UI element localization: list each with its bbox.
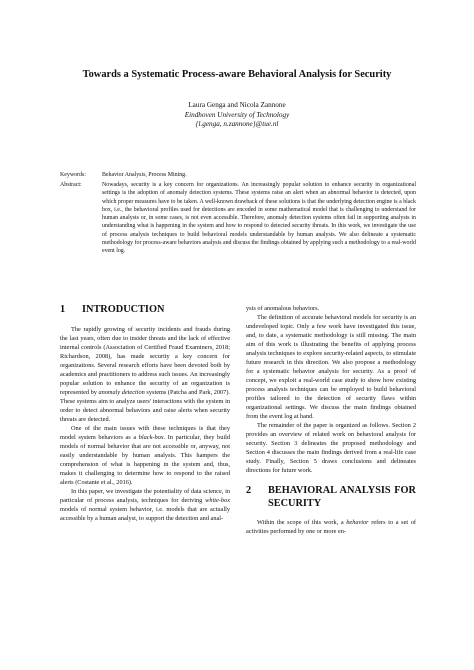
intro-paragraph-3	[60, 487, 230, 523]
section-2-number: 2	[246, 485, 252, 496]
sec2-p1-text-end: refers to a set of activities performed by one or more en-	[246, 519, 416, 535]
section-2-heading	[246, 485, 416, 510]
paper-title: Towards a Systematic Process-aware Behavioral Analysis for Security	[82, 69, 392, 80]
author-block	[0, 101, 474, 130]
abstract-text: Nowadays, security is a key concern for organizations. An increasingly popular solution to enhance security in organizational settings is the adoption of anomaly detection systems. These systems raise an alert when an abnormal behavior is detected, upon which proper measures have to be taken. A well-known drawback of these solutions is that the underlying detection engine is a black box, i.e., the behavioral profiles used for detections are encoded in some mathematical model that is challenging to understand for human analysts or, in some cases, is not even accessible. Therefore, anomaly detection systems often fail in supporting analysts in understanding what is happening in the system and how to respond to detected security threats. In this work, we investigate the use of process analysis techniques to build behavioral models understandable by human analysts. We also delineate a systematic methodology for process-aware behaviors analysis and discuss the findings obtained by applying such a methodology to a real-world event log.	[102, 182, 416, 255]
intro-paragraph-1	[60, 325, 230, 424]
intro-p2-text-end: . In particular, they build models of normal behavior that are not accessible or, anyway, not easily understandable by human analysts. This hampers the comprehension of what is happening in the system and, thus, makes it challenging to determine how to respond to the raised alerts (Costante et al., 2016).	[60, 433, 230, 486]
intro-p3-emphasis: white-box	[205, 496, 230, 504]
left-column	[60, 304, 230, 523]
intro-p2-emphasis: black-box	[138, 433, 164, 441]
section-1-title: INTRODUCTION	[82, 304, 165, 315]
intro-paragraph-3-cont: ysis of anomalous behaviors.	[246, 305, 320, 312]
section-2-paragraph-1	[246, 518, 416, 536]
section-2-title: BEHAVIORAL ANALYSIS FOR SECURITY	[268, 485, 416, 509]
intro-p1-text: The rapidly growing of security incidents and frauds during the last years, often due to insider threats and the lack of effective internal controls (Association of Certified Fraud Examiners, 2018; Richardson, 2008), has made security a key concern for organizations. Several research efforts have been devoted both by academics and practitioners to address such issues. An increasingly popular solution to enhance the security of an organization is represented by	[60, 325, 230, 396]
sec2-p1-emphasis: behavior	[346, 519, 369, 526]
sec2-p1-text: Within the scope of this work, a	[257, 519, 347, 526]
intro-p3-text: In this paper, we investigate the potentiality of data science, in particular of process analysis, techniques for deriving	[60, 487, 230, 504]
author-names: Laura Genga and Nicola Zannone	[188, 101, 286, 109]
intro-p1-text-end: systems (Patcha and Park, 2007). These systems aim to analyze users' interactions with the system in order to detect abnormal behaviors and raise alerts when security threats are detected.	[60, 388, 230, 423]
keywords-label: Keywords:	[60, 172, 86, 178]
intro-paragraph-2	[60, 424, 230, 487]
author-email: {l.genga, n.zannone}@tue.nl	[195, 120, 279, 128]
abstract-label: Abstract:	[60, 182, 82, 188]
intro-p3-text-end: models of normal system behavior, i.e. models that are actually accessible by a human analyst, to support the detection and anal-	[60, 505, 230, 522]
section-1-heading	[60, 304, 230, 317]
intro-p1-emphasis: anomaly detection	[98, 388, 145, 396]
intro-paragraph-5: The remainder of the paper is organized as follows. Section 2 provides an overview of related work on behavioral analysis for security. Section 3 delineates the proposed methodology and Section 4 discusses the main findings derived from a real-life case study. Finally, Section 5 draws conclusions and delineates directions for future work.	[246, 422, 416, 474]
intro-p2-text: One of the main issues with these techniques is that they model system behaviors as a	[60, 424, 230, 441]
right-column	[246, 304, 416, 536]
keywords-value: Behavior Analysis, Process Mining.	[102, 172, 187, 178]
abstract-row	[60, 181, 416, 256]
section-1-number: 1	[60, 304, 66, 315]
affiliation: Eindhoven University of Technology	[184, 110, 290, 119]
intro-paragraph-4: The definition of accurate behavioral models for security is an undeveloped topic. Only a few work have investigated this issue, and, to date, a systematic methodology is still missing. The main aim of this work is illustrating the benefits of applying process analysis techniques to explore security-related aspects, to stimulate future research in this direction. We also propose a methodology for a systematic behavior analysis for security. As a proof of concept, we exploit a real-world case study to show how existing process analysis techniques can be employed to build behavioral profiles tailored to the detection of security flaws within organizational settings. We discuss the main findings obtained from the event log at hand.	[246, 314, 416, 420]
